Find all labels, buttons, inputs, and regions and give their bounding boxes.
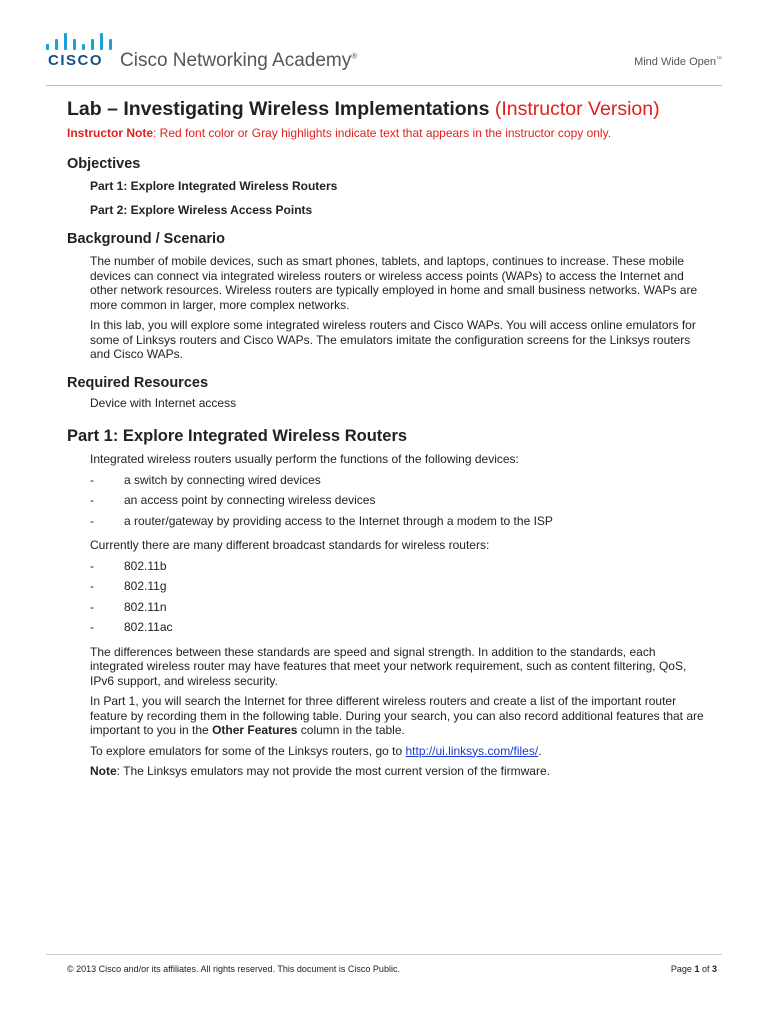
page-header: [0, 0, 768, 90]
standards-intro: Currently there are many different broadcast standards for wireless routers:: [90, 538, 490, 552]
tagline: Mind Wide Open™: [634, 56, 722, 68]
part1-intro: Integrated wireless routers usually perform the functions of the following devices:: [90, 452, 519, 466]
firmware-note: Note: The Linksys emulators may not provide the most current version of the firmware.: [90, 764, 550, 778]
linksys-emulator-link[interactable]: http://ui.linksys.com/files/: [405, 743, 539, 758]
standards-list: [67, 559, 717, 641]
instructor-note: Instructor Note: Red font color or Gray highlights indicate text that appears in the instructor copy only.: [67, 126, 612, 140]
list-item: - 802.11ac: [90, 620, 173, 634]
functions-list: [67, 473, 717, 535]
emulator-paragraph: To explore emulators for some of the Linksys routers, go to http://ui.linksys.com/files/.: [90, 743, 542, 758]
background-heading: Background / Scenario: [67, 231, 225, 247]
objective-item: Part 1: Explore Integrated Wireless Routers: [90, 179, 338, 193]
page-footer: [67, 964, 717, 978]
list-item: - a router/gateway by providing access to the Internet through a modem to the ISP: [90, 513, 553, 528]
footer-rule: [46, 954, 722, 955]
document-body: [67, 96, 717, 779]
page-number: Page 1 of 3: [670, 964, 717, 974]
resources-text: Device with Internet access: [90, 395, 237, 410]
part1-heading: Part 1: Explore Integrated Wireless Routers: [67, 427, 408, 445]
background-paragraph: The number of mobile devices, such as smart phones, tablets, and laptops, continues to increase. These mobile devices can connect via integrated wireless routers or wireless access points (WAPs) to access the Internet and other network resources. Wireless routers are typically employed in home and small business networks. WAPs are more common in larger, more complex networks.: [90, 254, 698, 312]
background-paragraph: In this lab, you will explore some integrated wireless routers and Cisco WAPs. You will access online emulators for some of Linksys routers and Cisco WAPs. The emulators imitate the configuration screens for the Linksys routers and Cisco WAPs.: [90, 318, 696, 361]
resources-heading: Required Resources: [67, 374, 209, 391]
list-item: - 802.11b: [90, 558, 167, 573]
objective-item: Part 2: Explore Wireless Access Points: [90, 203, 313, 217]
cisco-wordmark: CISCO: [48, 52, 104, 69]
search-paragraph: In Part 1, you will search the Internet for three different wireless routers and create a list of the important router feature by recording them in the following table. During your search, you can also record additional features that are important to you in the Other Features column in the table.: [90, 694, 704, 737]
list-item: - 802.11g: [90, 579, 167, 593]
page-title: Lab – Investigating Wireless Implementations (Instructor Version): [67, 98, 660, 120]
header-rule: [46, 85, 722, 86]
copyright-text: © 2013 Cisco and/or its affiliates. All rights reserved. This document is Cisco Public.: [67, 964, 400, 974]
cisco-logo: [44, 30, 114, 72]
list-item: - 802.11n: [90, 599, 167, 614]
list-item: - an access point by connecting wireless devices: [90, 493, 376, 507]
list-item: - a switch by connecting wired devices: [90, 472, 321, 487]
academy-name: Cisco Networking Academy®: [120, 50, 358, 71]
differences-paragraph: The differences between these standards are speed and signal strength. In addition to the standards, each integrated wireless router may have features that meet your network requirement, such as content filtering, QoS, IPv6 support, and wireless security.: [90, 644, 687, 688]
cisco-bars-icon: [44, 30, 114, 50]
objectives-heading: Objectives: [67, 156, 141, 172]
